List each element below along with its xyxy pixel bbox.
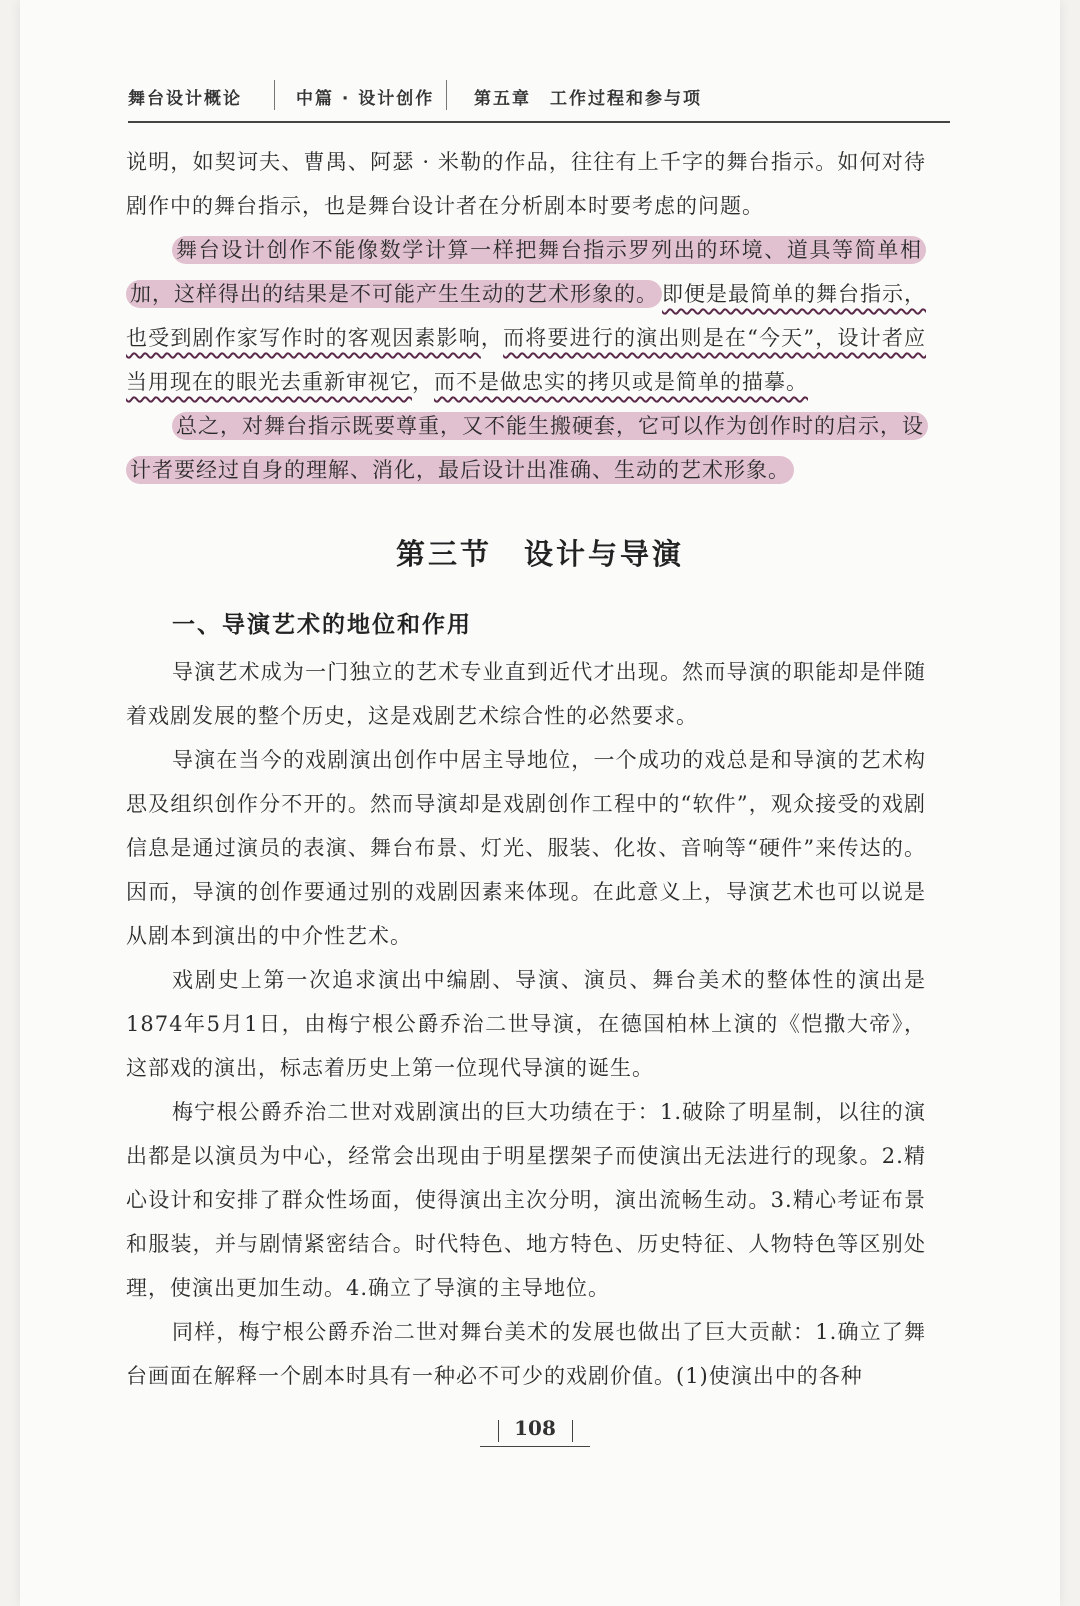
page-number-bar (498, 1420, 499, 1442)
body-paragraph: 导演艺术成为一门独立的艺术专业直到近代才出现。然而导演的职能却是伴随着戏剧发展的整个历史，这是戏剧艺术综合性的必然要求。 (126, 660, 926, 728)
header-book-title: 舞台设计概论 (128, 89, 242, 109)
punctuation: ， (480, 326, 504, 350)
header-part: 中篇 · 设计创作 (296, 89, 435, 109)
running-header (128, 78, 948, 118)
underline-mark: 即便是最简单的舞台指示，也受到剧作家写作时的客观因素影响 (126, 282, 926, 350)
page-number-bar (572, 1420, 573, 1442)
body-paragraph: 梅宁根公爵乔治二世对戏剧演出的巨大功绩在于：1.破除了明星制，以往的演出都是以演员为中心，经常会出现由于明星摆架子而使演出无法进行的现象。2.精心设计和安排了群众性场面，使得演出主次分明，演出流畅生动。3.精心考证布景和服装，并与剧情紧密结合。时代特色、地方特色、历史特征、人物特色等区别处理，使演出更加生动。4.确立了导演的主导地位。 (126, 1100, 926, 1300)
underline-mark: 而不是做忠实的拷贝或是简单的描摹。 (434, 370, 808, 394)
highlight-mark: 舞台设计创作不能像数学计算一样把舞台指示罗列出的环境、道具等简单相加，这样得出的结果是不可能产生生动的艺术形象的。 (126, 236, 926, 308)
paragraph-highlighted-2 (126, 404, 926, 492)
section-title: 第三节 设计与导演 (395, 537, 684, 571)
paragraph-stage-directions: 说明，如契诃夫、曹禺、阿瑟 · 米勒的作品，往往有上千字的舞台指示。如何对待剧作中的舞台指示，也是舞台设计者在分析剧本时要考虑的问题。 (126, 150, 926, 218)
highlight-mark: 总之，对舞台指示既要尊重，又不能生搬硬套，它可以作为创作时的启示，设计者要经过自身的理解、消化，最后设计出准确、生动的艺术形象。 (126, 412, 928, 484)
body-paragraph: 戏剧史上第一次追求演出中编剧、导演、演员、舞台美术的整体性的演出是1874年5月1日，由梅宁根公爵乔治二世导演，在德国柏林上演的《恺撒大帝》，这部戏的演出，标志着历史上第一位现代导演的诞生。 (126, 968, 926, 1080)
header-divider (446, 80, 447, 110)
body-paragraph: 同样，梅宁根公爵乔治二世对舞台美术的发展也做出了巨大贡献：1.确立了舞台画面在解释一个剧本时具有一种必不可少的戏剧价值。(1)使演出中的各种 (126, 1320, 926, 1388)
body-paragraph: 导演在当今的戏剧演出创作中居主导地位，一个成功的戏总是和导演的艺术构思及组织创作分不开的。然而导演却是戏剧创作工程中的“软件”，观众接受的戏剧信息是通过演员的表演、舞台布景、灯光、服装、化妆、音响等“硬件”来传达的。因而，导演的创作要通过别的戏剧因素来体现。在此意义上，导演艺术也可以说是从剧本到演出的中介性艺术。 (126, 748, 926, 948)
page-number-rule (480, 1446, 590, 1447)
page-number (480, 1416, 590, 1440)
page-number-value: 108 (514, 1416, 556, 1440)
punctuation: ， (412, 370, 434, 394)
subsection-heading: 一、导演艺术的地位和作用 (172, 612, 472, 638)
header-divider (274, 80, 275, 110)
body-text-block (126, 650, 926, 1398)
header-rule (128, 121, 950, 123)
top-text-block (126, 140, 926, 492)
paragraph-highlighted-1 (126, 228, 926, 404)
header-chapter: 第五章 工作过程和参与项 (474, 89, 702, 109)
underline-mark: 而将要进行的演出则是在“今天”，设计者应当用现在的眼光去重新审视它 (126, 326, 927, 394)
